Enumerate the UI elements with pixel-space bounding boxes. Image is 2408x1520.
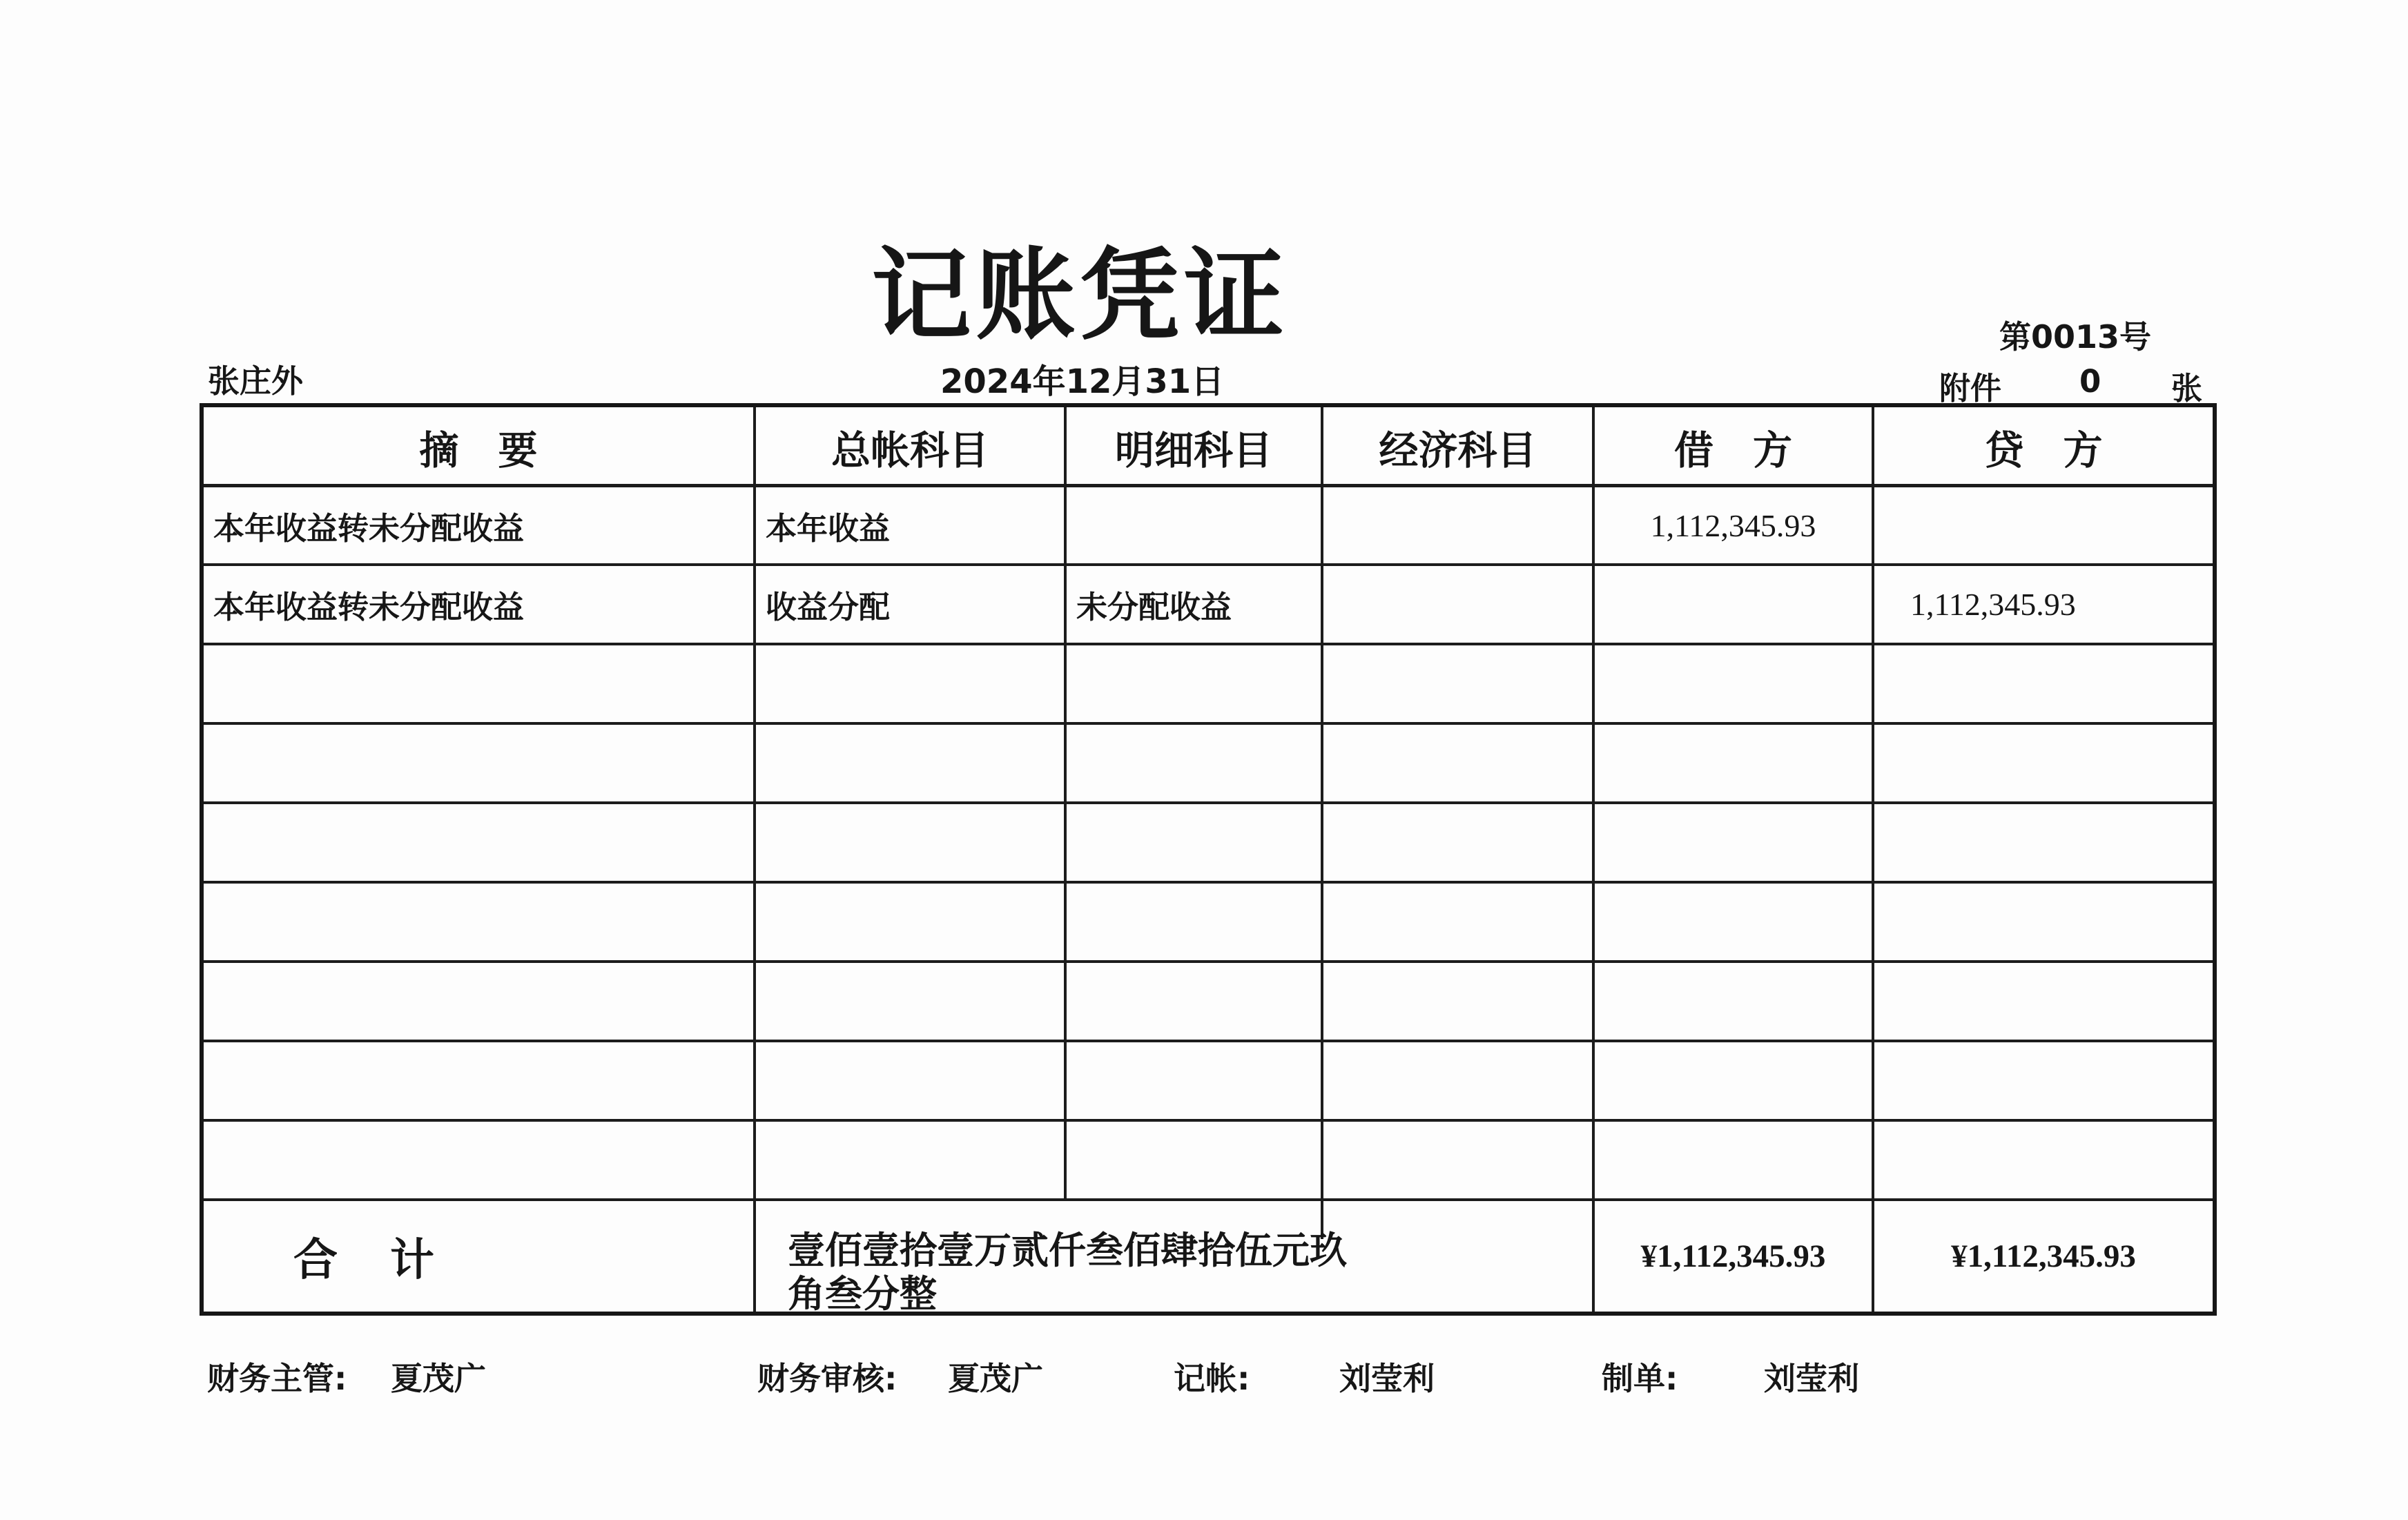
- cell-economic: [1323, 645, 1595, 725]
- total-amount-in-words: [756, 1201, 1595, 1316]
- voucher-table: [200, 403, 2217, 1316]
- cell-detail: [1067, 645, 1323, 725]
- cell-summary: [204, 645, 756, 725]
- total-debit: ¥1,112,345.93: [1595, 1201, 1874, 1312]
- cell-economic: [1323, 725, 1595, 804]
- cell-debit: 1,112,345.93: [1595, 487, 1874, 566]
- cell-detail: [1067, 963, 1323, 1042]
- cell-general-ledger: [756, 963, 1067, 1042]
- cell-credit: [1874, 487, 2213, 566]
- cell-summary: [204, 804, 756, 884]
- cell-economic: [1323, 1042, 1595, 1122]
- cell-detail: [1067, 487, 1323, 566]
- cell-economic: [1323, 884, 1595, 963]
- cell-credit: [1874, 884, 2213, 963]
- cell-credit: [1874, 1122, 2213, 1201]
- unit-name: 张庄外: [208, 362, 303, 400]
- header-debit: 借 方: [1595, 407, 1874, 487]
- attachment-line: [1939, 363, 2229, 405]
- cell-credit: [1874, 725, 2213, 804]
- attachment-unit: 张: [2171, 370, 2203, 407]
- header-detail: 明细科目: [1067, 407, 1323, 487]
- cell-summary: [204, 725, 756, 804]
- cell-general-ledger: [756, 1042, 1067, 1122]
- cell-summary: 本年收益转未分配收益: [204, 487, 756, 566]
- cell-detail: [1067, 725, 1323, 804]
- cell-debit: [1595, 963, 1874, 1042]
- cell-detail: 未分配收益: [1067, 566, 1323, 645]
- total-label: 合 计: [204, 1201, 756, 1312]
- cell-detail: [1067, 804, 1323, 884]
- voucher-number: 第0013号: [1999, 318, 2152, 355]
- cell-debit: [1595, 884, 1874, 963]
- preparer-label: 制单:: [1602, 1360, 1678, 1397]
- supervisor-name: 夏茂广: [391, 1360, 486, 1397]
- cell-summary: [204, 1122, 756, 1201]
- cell-debit: [1595, 1122, 1874, 1201]
- total-words-line2: 角叁分整: [788, 1272, 937, 1316]
- cell-general-ledger: [756, 645, 1067, 725]
- auditor-name: 夏茂广: [948, 1360, 1043, 1397]
- preparer-name: 刘莹利: [1764, 1360, 1859, 1397]
- cell-credit: [1874, 804, 2213, 884]
- voucher-date: 2024年12月31日: [940, 362, 1225, 401]
- cell-summary: 本年收益转未分配收益: [204, 566, 756, 645]
- cell-economic: [1323, 487, 1595, 566]
- header-summary: 摘 要: [204, 407, 756, 487]
- bookkeeper-label: 记帐:: [1174, 1360, 1250, 1397]
- header-credit: 贷 方: [1874, 407, 2213, 487]
- header-economic: 经济科目: [1323, 407, 1595, 487]
- cell-summary: [204, 1042, 756, 1122]
- cell-general-ledger: 收益分配: [756, 566, 1067, 645]
- bookkeeper-name: 刘莹利: [1339, 1360, 1435, 1397]
- cell-general-ledger: [756, 1122, 1067, 1201]
- cell-general-ledger: 本年收益: [756, 487, 1067, 566]
- cell-credit: [1874, 1042, 2213, 1122]
- total-credit: ¥1,112,345.93: [1951, 1238, 2136, 1274]
- cell-credit: 1,112,345.93: [1874, 566, 2213, 645]
- cell-detail: [1067, 1042, 1323, 1122]
- header-general-ledger: 总帐科目: [756, 407, 1067, 487]
- supervisor-label: 财务主管:: [207, 1360, 347, 1397]
- cell-economic: [1323, 804, 1595, 884]
- cell-debit: [1595, 804, 1874, 884]
- cell-economic: [1323, 1122, 1595, 1201]
- page-title: 记账凭证: [871, 237, 1288, 354]
- attachment-count: 0: [2079, 363, 2101, 400]
- cell-economic: [1323, 566, 1595, 645]
- cell-economic: [1323, 963, 1595, 1042]
- cell-debit: [1595, 645, 1874, 725]
- cell-general-ledger: [756, 725, 1067, 804]
- cell-credit: [1874, 963, 2213, 1042]
- cell-summary: [204, 963, 756, 1042]
- cell-detail: [1067, 1122, 1323, 1201]
- cell-detail: [1067, 884, 1323, 963]
- attachment-label: 附件: [1939, 370, 2002, 407]
- cell-summary: [204, 884, 756, 963]
- cell-debit: [1595, 725, 1874, 804]
- cell-debit: [1595, 566, 1874, 645]
- total-words-line1: 壹佰壹拾壹万贰仟叁佰肆拾伍元玖: [788, 1229, 1347, 1272]
- auditor-label: 财务审核:: [757, 1360, 897, 1397]
- cell-debit: [1595, 1042, 1874, 1122]
- cell-general-ledger: [756, 884, 1067, 963]
- cell-credit: [1874, 645, 2213, 725]
- cell-general-ledger: [756, 804, 1067, 884]
